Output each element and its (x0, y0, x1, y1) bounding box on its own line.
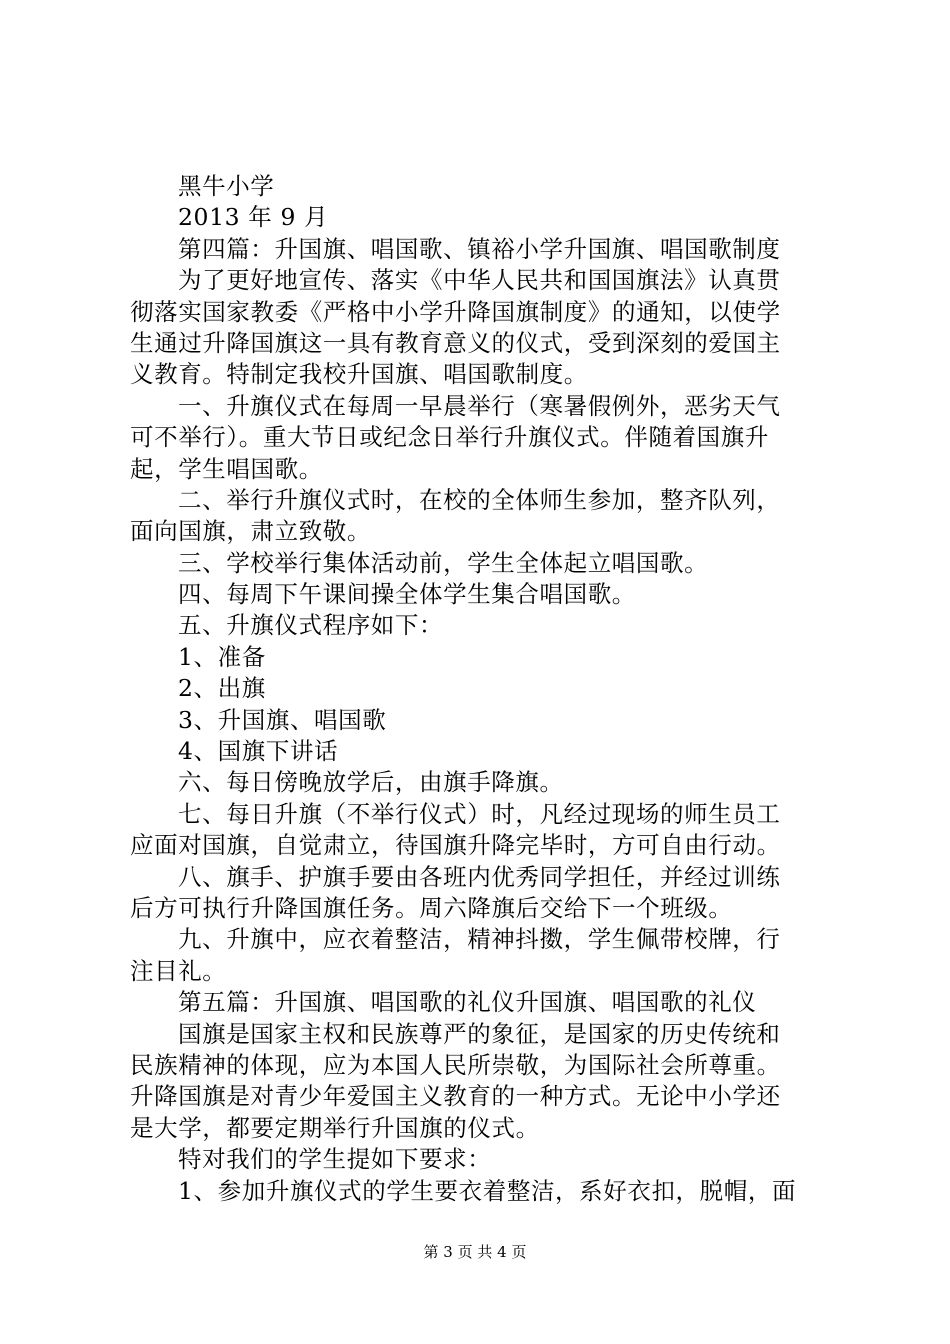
text-line: 二、举行升旗仪式时，在校的全体师生参加，整齐队列， (178, 485, 781, 514)
page-footer: 第 3 页 共 4 页 (423, 1243, 527, 1261)
text-line: 黑牛小学 (178, 172, 275, 200)
document-body (130, 171, 832, 1207)
text-line: 第五篇：升国旗、唱国歌的礼仪升国旗、唱国歌的礼仪 (178, 988, 757, 1017)
text-line: 起，学生唱国歌。 (130, 454, 323, 483)
text-line: 1、参加升旗仪式的学生要衣着整洁，系好衣扣，脱帽，面 (178, 1176, 797, 1205)
text-line: 后方可执行升降国旗任务。周六降旗后交给下一个班级。 (130, 893, 733, 922)
text-line: 1、准备 (178, 642, 266, 671)
text-line: 可不举行）。重大节日或纪念日举行升旗仪式。伴随着国旗升 (130, 423, 769, 452)
text-line: 三、学校举行集体活动前，学生全体起立唱国歌。 (178, 548, 709, 577)
text-line: 八、旗手、护旗手要由各班内优秀同学担任，并经过训练 (178, 862, 781, 891)
text-line: 六、每日傍晚放学后，由旗手降旗。 (178, 768, 564, 797)
text-line: 彻落实国家教委《严格中小学升降国旗制度》的通知，以使学 (130, 297, 781, 326)
text-line: 应面对国旗，自觉肃立，待国旗升降完毕时，方可自由行动。 (130, 831, 781, 860)
text-line: 五、升旗仪式程序如下： (178, 611, 444, 640)
text-line: 升降国旗是对青少年爱国主义教育的一种方式。无论中小学还 (130, 1082, 781, 1111)
text-line: 国旗是国家主权和民族尊严的象征，是国家的历史传统和 (178, 1019, 781, 1048)
text-line: 七、每日升旗（不举行仪式）时，凡经过现场的师生员工 (178, 799, 781, 828)
text-line: 为了更好地宣传、落实《中华人民共和国国旗法》认真贯 (178, 266, 781, 295)
text-line: 注目礼。 (130, 956, 227, 985)
text-line: 九、升旗中，应衣着整洁，精神抖擞，学生佩带校牌，行 (178, 925, 781, 954)
text-line: 面向国旗，肃立致敬。 (130, 517, 371, 546)
text-line: 义教育。特制定我校升国旗、唱国歌制度。 (130, 360, 588, 389)
text-line: 特对我们的学生提如下要求： (178, 1145, 492, 1174)
text-line: 是大学，都要定期举行升国旗的仪式。 (130, 1113, 540, 1142)
text-line: 4、国旗下讲话 (178, 737, 339, 766)
text-line: 2、出旗 (178, 674, 266, 703)
text-line: 2013 年 9 月 (178, 203, 329, 232)
text-line: 生通过升降国旗这一具有教育意义的仪式，受到深刻的爱国主 (130, 328, 781, 357)
text-line: 民族精神的体现，应为本国人民所崇敬，为国际社会所尊重。 (130, 1050, 781, 1079)
text-line: 第四篇：升国旗、唱国歌、镇裕小学升国旗、唱国歌制度 (178, 234, 781, 263)
text-line: 四、每周下午课间操全体学生集合唱国歌。 (178, 580, 636, 609)
text-line: 3、升国旗、唱国歌 (178, 705, 387, 734)
text-line: 一、升旗仪式在每周一早晨举行（寒暑假例外，恶劣天气 (178, 391, 781, 420)
